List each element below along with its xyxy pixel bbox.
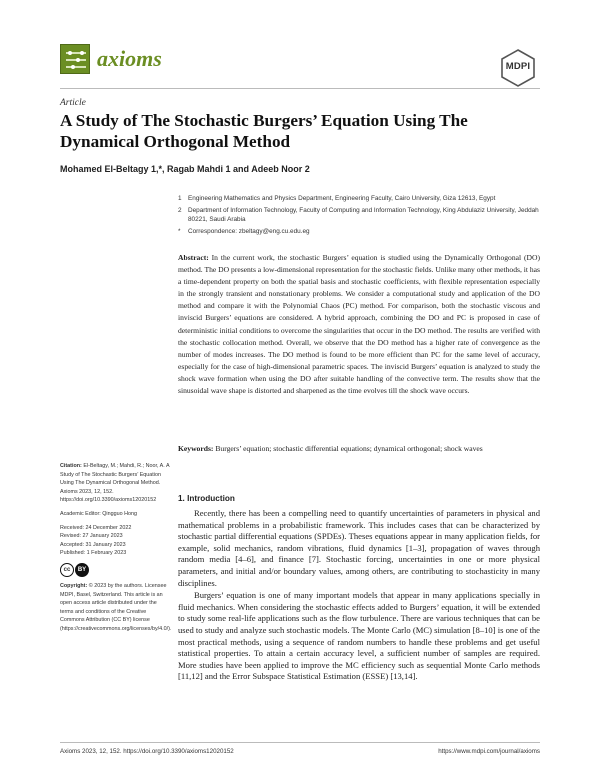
cc-license-badge[interactable] bbox=[60, 563, 170, 577]
section-body bbox=[178, 508, 540, 684]
copyright: Copyright: © 2023 by the authors. Licensee MDPI, Basel, Switzerland. This article is an open access article distributed under the terms and conditions of the Creative Commons Attribution (CC BY) license (https://creativecommons.org/licenses/by/4.0/). bbox=[60, 582, 172, 632]
date-revised: Revised: 27 January 2023 bbox=[60, 533, 123, 540]
paragraph: Recently, there has been a compelling need to quantify uncertainties of parameters in physical and mathematical problems in a probabilistic framework. This includes cases that can be characterized by stochastic partial differential equations (SPDEs). Theses equations appear in many application fields, for example, solid mechanics, random vibrations, fluid dynamics [1–3], propagation of waves through random media [4–6], and finance [7]. Stochastic forcing, uncertainties in one or more physical parameters, and initial and/or boundary values, among others, are contributing to stochasticity in many disciplines. bbox=[178, 508, 540, 588]
journal-name: axioms bbox=[97, 46, 162, 71]
abstract-text: In the current work, the stochastic Burgers’ equation is studied using the Dynamically Orthogonal (DO) method. The DO presents a low-dimensional representation for the stochastic fields. Unlike many other methods, it has a time-dependent property on both the spatial basis and stochastic coefficients, with flexible representation especially in the strongly transient and nonstationary problems. We consider a computational study and application of the DO method and compare it with the Polynomial Chaos (PC) method. For comparison, both the stochastic viscous and inviscid Burgers’ equations are considered. A hybrid approach, combining the DO and PC is proposed in case of deterministic initial conditions to overcome the singularities that occur in the DO method. The results are verified with the stochastic collocation method. Overall, we observe that the DO method has a higher rate of convergence as the number of modes increases. The DO method is found to be more efficient than PC for the same level of accuracy, especially for the case of high-dimensional parametric spaces. The inviscid Burgers’ equation is analyzed to study the shock wave formation when using the DO after suitable handling of the convective term. The results show that the sinusoidal wave shape is distorted and sharpened as the time evolves till the shock wave occurs. bbox=[178, 253, 540, 396]
journal-logo bbox=[60, 44, 162, 74]
citation: Citation: El-Beltagy, M.; Mahdi, R.; Noor, A. A Study of The Stochastic Burgers’ Equation Using The Dynamical Orthogonal Method. Axioms 2023, 12, 152. https://doi.org/10.3390/axioms12020152 bbox=[60, 463, 170, 504]
paragraph: Burgers’ equation is one of many important models that appear in many applications specially in fluid mechanics. When considering the stochastic effects added to Burgers’ equation, it will be extended to study some real-life applications such as the flow turbulence. There are various techniques that can be used to study and analyze such stochastic models. The Monte Carlo (MC) simulation [8–10] is one of the most practical methods, using a sequence of random numbers to handle these problems and get useful statistical properties. To attain a certain accuracy level, a sufficient number of samples are required. More studies have been applied to improve the MC efficiency such as sequential Monte Carlo methods [11,12] and the Error Subspace Statistical Estimation (ESSE) [13,14]. bbox=[178, 590, 540, 682]
attribution-icon: BY bbox=[75, 563, 89, 577]
academic-editor: Academic Editor: Qingguo Hong bbox=[60, 510, 138, 517]
publisher-logo bbox=[498, 48, 538, 88]
keywords-label: Keywords: bbox=[178, 444, 214, 453]
sidebar-info bbox=[60, 462, 170, 639]
date-published: Published: 1 February 2023 bbox=[60, 550, 127, 557]
section-heading: 1. Introduction bbox=[178, 494, 235, 503]
correspondence: * Correspondence: zbeltagy@eng.cu.edu.eg bbox=[178, 227, 310, 235]
article-type: Article bbox=[60, 98, 86, 108]
date-accepted: Accepted: 31 January 2023 bbox=[60, 541, 126, 548]
affiliation-item: 2 Department of Information Technology, Faculty of Computing and Information Technology, King Abdulaziz University, Jeddah 80221, Saudi Arabia bbox=[178, 206, 539, 224]
abacus-icon bbox=[60, 44, 90, 74]
affiliations bbox=[178, 194, 540, 238]
date-received: Received: 24 December 2022 bbox=[60, 524, 132, 531]
keywords-text: Burgers’ equation; stochastic differential equations; dynamical orthogonal; shock waves bbox=[215, 444, 483, 453]
author-list: Mohamed El-Beltagy 1,*, Ragab Mahdi 1 and Adeeb Noor 2 bbox=[60, 164, 310, 174]
creative-commons-icon: cc bbox=[60, 563, 74, 577]
header-divider bbox=[60, 88, 540, 89]
footer-citation[interactable]: Axioms 2023, 12, 152. https://doi.org/10.3390/axioms12020152 bbox=[60, 748, 234, 755]
footer-journal-url[interactable]: https://www.mdpi.com/journal/axioms bbox=[438, 748, 540, 755]
publisher-name: MDPI bbox=[505, 61, 531, 72]
keywords bbox=[178, 444, 540, 453]
dates bbox=[60, 524, 170, 558]
abstract-label: Abstract: bbox=[178, 253, 209, 262]
footer-divider bbox=[60, 742, 540, 743]
affiliation-item: 1 Engineering Mathematics and Physics Department, Engineering Faculty, Cairo University, Giza 12613, Egypt bbox=[178, 195, 496, 202]
abstract bbox=[178, 252, 540, 397]
paper-title: A Study of The Stochastic Burgers’ Equation Using The Dynamical Orthogonal Method bbox=[60, 111, 468, 151]
